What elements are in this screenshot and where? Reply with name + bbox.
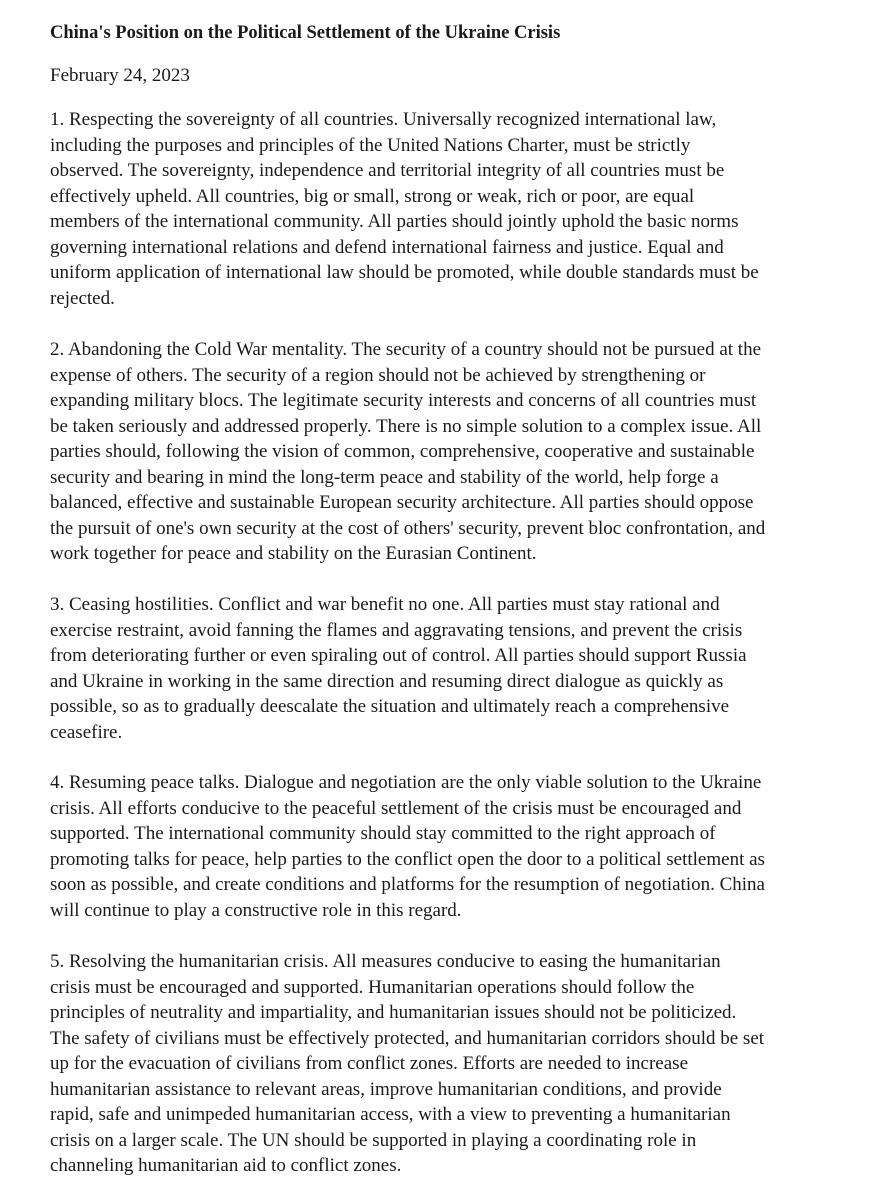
paragraph-line: 5. Resolving the humanitarian crisis. All measures conducive to easing the humanitarian	[50, 951, 721, 972]
paragraph-line: effectively upheld. All countries, big or small, strong or weak, rich or poor, are equal	[50, 185, 695, 207]
paragraph-line: 1. Respecting the sovereignty of all countries. Universally recognized international law,	[50, 109, 717, 130]
paragraph-line: supported. The international community should stay committed to the right approach of	[50, 823, 716, 844]
paragraph-3	[50, 592, 850, 745]
paragraph-line: and Ukraine in working in the same direction and resuming direct dialogue as quickly as	[50, 670, 724, 692]
paragraph-4	[50, 770, 850, 923]
paragraph-line: 2. Abandoning the Cold War mentality. The security of a country should not be pursued at the	[50, 339, 762, 360]
paragraph-line: crisis. All efforts conducive to the peaceful settlement of the crisis must be encouraged and	[50, 797, 742, 819]
paragraph-line: uniform application of international law should be promoted, while double standards must be	[50, 262, 759, 283]
paragraph-line: rapid, safe and unimpeded humanitarian access, with a view to preventing a humanitarian	[50, 1104, 731, 1125]
paragraph-line: governing international relations and defend international fairness and justice. Equal and	[50, 236, 724, 258]
paragraph-1	[50, 107, 850, 311]
paragraph-line: expense of others. The security of a region should not be achieved by strengthening or	[50, 364, 706, 386]
paragraph-line: soon as possible, and create conditions and platforms for the resumption of negotiation. China	[50, 874, 765, 895]
paragraph-line: exercise restraint, avoid fanning the flames and aggravating tensions, and prevent the crisis	[50, 619, 743, 641]
paragraph-line: parties should, following the vision of common, comprehensive, cooperative and sustainable	[50, 441, 755, 462]
paragraph-line: will continue to play a constructive role in this regard.	[50, 899, 462, 921]
paragraph-line: observed. The sovereignty, independence and territorial integrity of all countries must be	[50, 160, 725, 181]
paragraph-line: crisis must be encouraged and supported. Humanitarian operations should follow the	[50, 976, 695, 998]
document-date: February 24, 2023	[50, 65, 190, 86]
paragraph-line: including the purposes and principles of the United Nations Charter, must be strictly	[50, 134, 691, 156]
paragraph-line: balanced, effective and sustainable European security architecture. All parties should oppose	[50, 492, 754, 513]
paragraph-line: ceasefire.	[50, 721, 123, 743]
paragraph-line: 3. Ceasing hostilities. Conflict and war benefit no one. All parties must stay rational and	[50, 594, 720, 615]
paragraph-line: The safety of civilians must be effectively protected, and humanitarian corridors should be set	[50, 1027, 765, 1049]
paragraph-line: crisis on a larger scale. The UN should be supported in playing a coordinating role in	[50, 1129, 697, 1151]
paragraph-line: humanitarian assistance to relevant areas, improve humanitarian conditions, and provide	[50, 1078, 722, 1100]
paragraph-line: up for the evacuation of civilians from conflict zones. Efforts are needed to increase	[50, 1053, 689, 1074]
paragraph-line: channeling humanitarian aid to conflict zones.	[50, 1155, 402, 1176]
document-title: China's Position on the Political Settlement of the Ukraine Crisis	[50, 23, 561, 43]
paragraph-line: expanding military blocs. The legitimate security interests and concerns of all countries must	[50, 390, 757, 411]
paragraph-line: members of the international community. All parties should jointly uphold the basic norms	[50, 211, 739, 232]
paragraph-line: 4. Resuming peace talks. Dialogue and negotiation are the only viable solution to the Ukraine	[50, 772, 762, 793]
paragraph-line: principles of neutrality and impartiality, and humanitarian issues should not be politicized.	[50, 1002, 737, 1023]
paragraph-line: be taken seriously and addressed properly. There is no simple solution to a complex issue. All	[50, 415, 762, 437]
paragraph-line: rejected.	[50, 287, 115, 309]
paragraph-line: security and bearing in mind the long-term peace and stability of the world, help forge a	[50, 466, 719, 488]
paragraph-line: the pursuit of one's own security at the cost of others' security, prevent bloc confrontation, and	[50, 517, 766, 539]
paragraph-5	[50, 949, 850, 1179]
paragraph-line: possible, so as to gradually deescalate the situation and ultimately reach a comprehensive	[50, 696, 730, 717]
paragraph-line: promoting talks for peace, help parties to the conflict open the door to a political settlement as	[50, 848, 765, 870]
paragraph-line: work together for peace and stability on the Eurasian Continent.	[50, 543, 537, 564]
paragraph-line: from deteriorating further or even spiraling out of control. All parties should support Russia	[50, 645, 747, 666]
paragraph-2	[50, 337, 850, 567]
